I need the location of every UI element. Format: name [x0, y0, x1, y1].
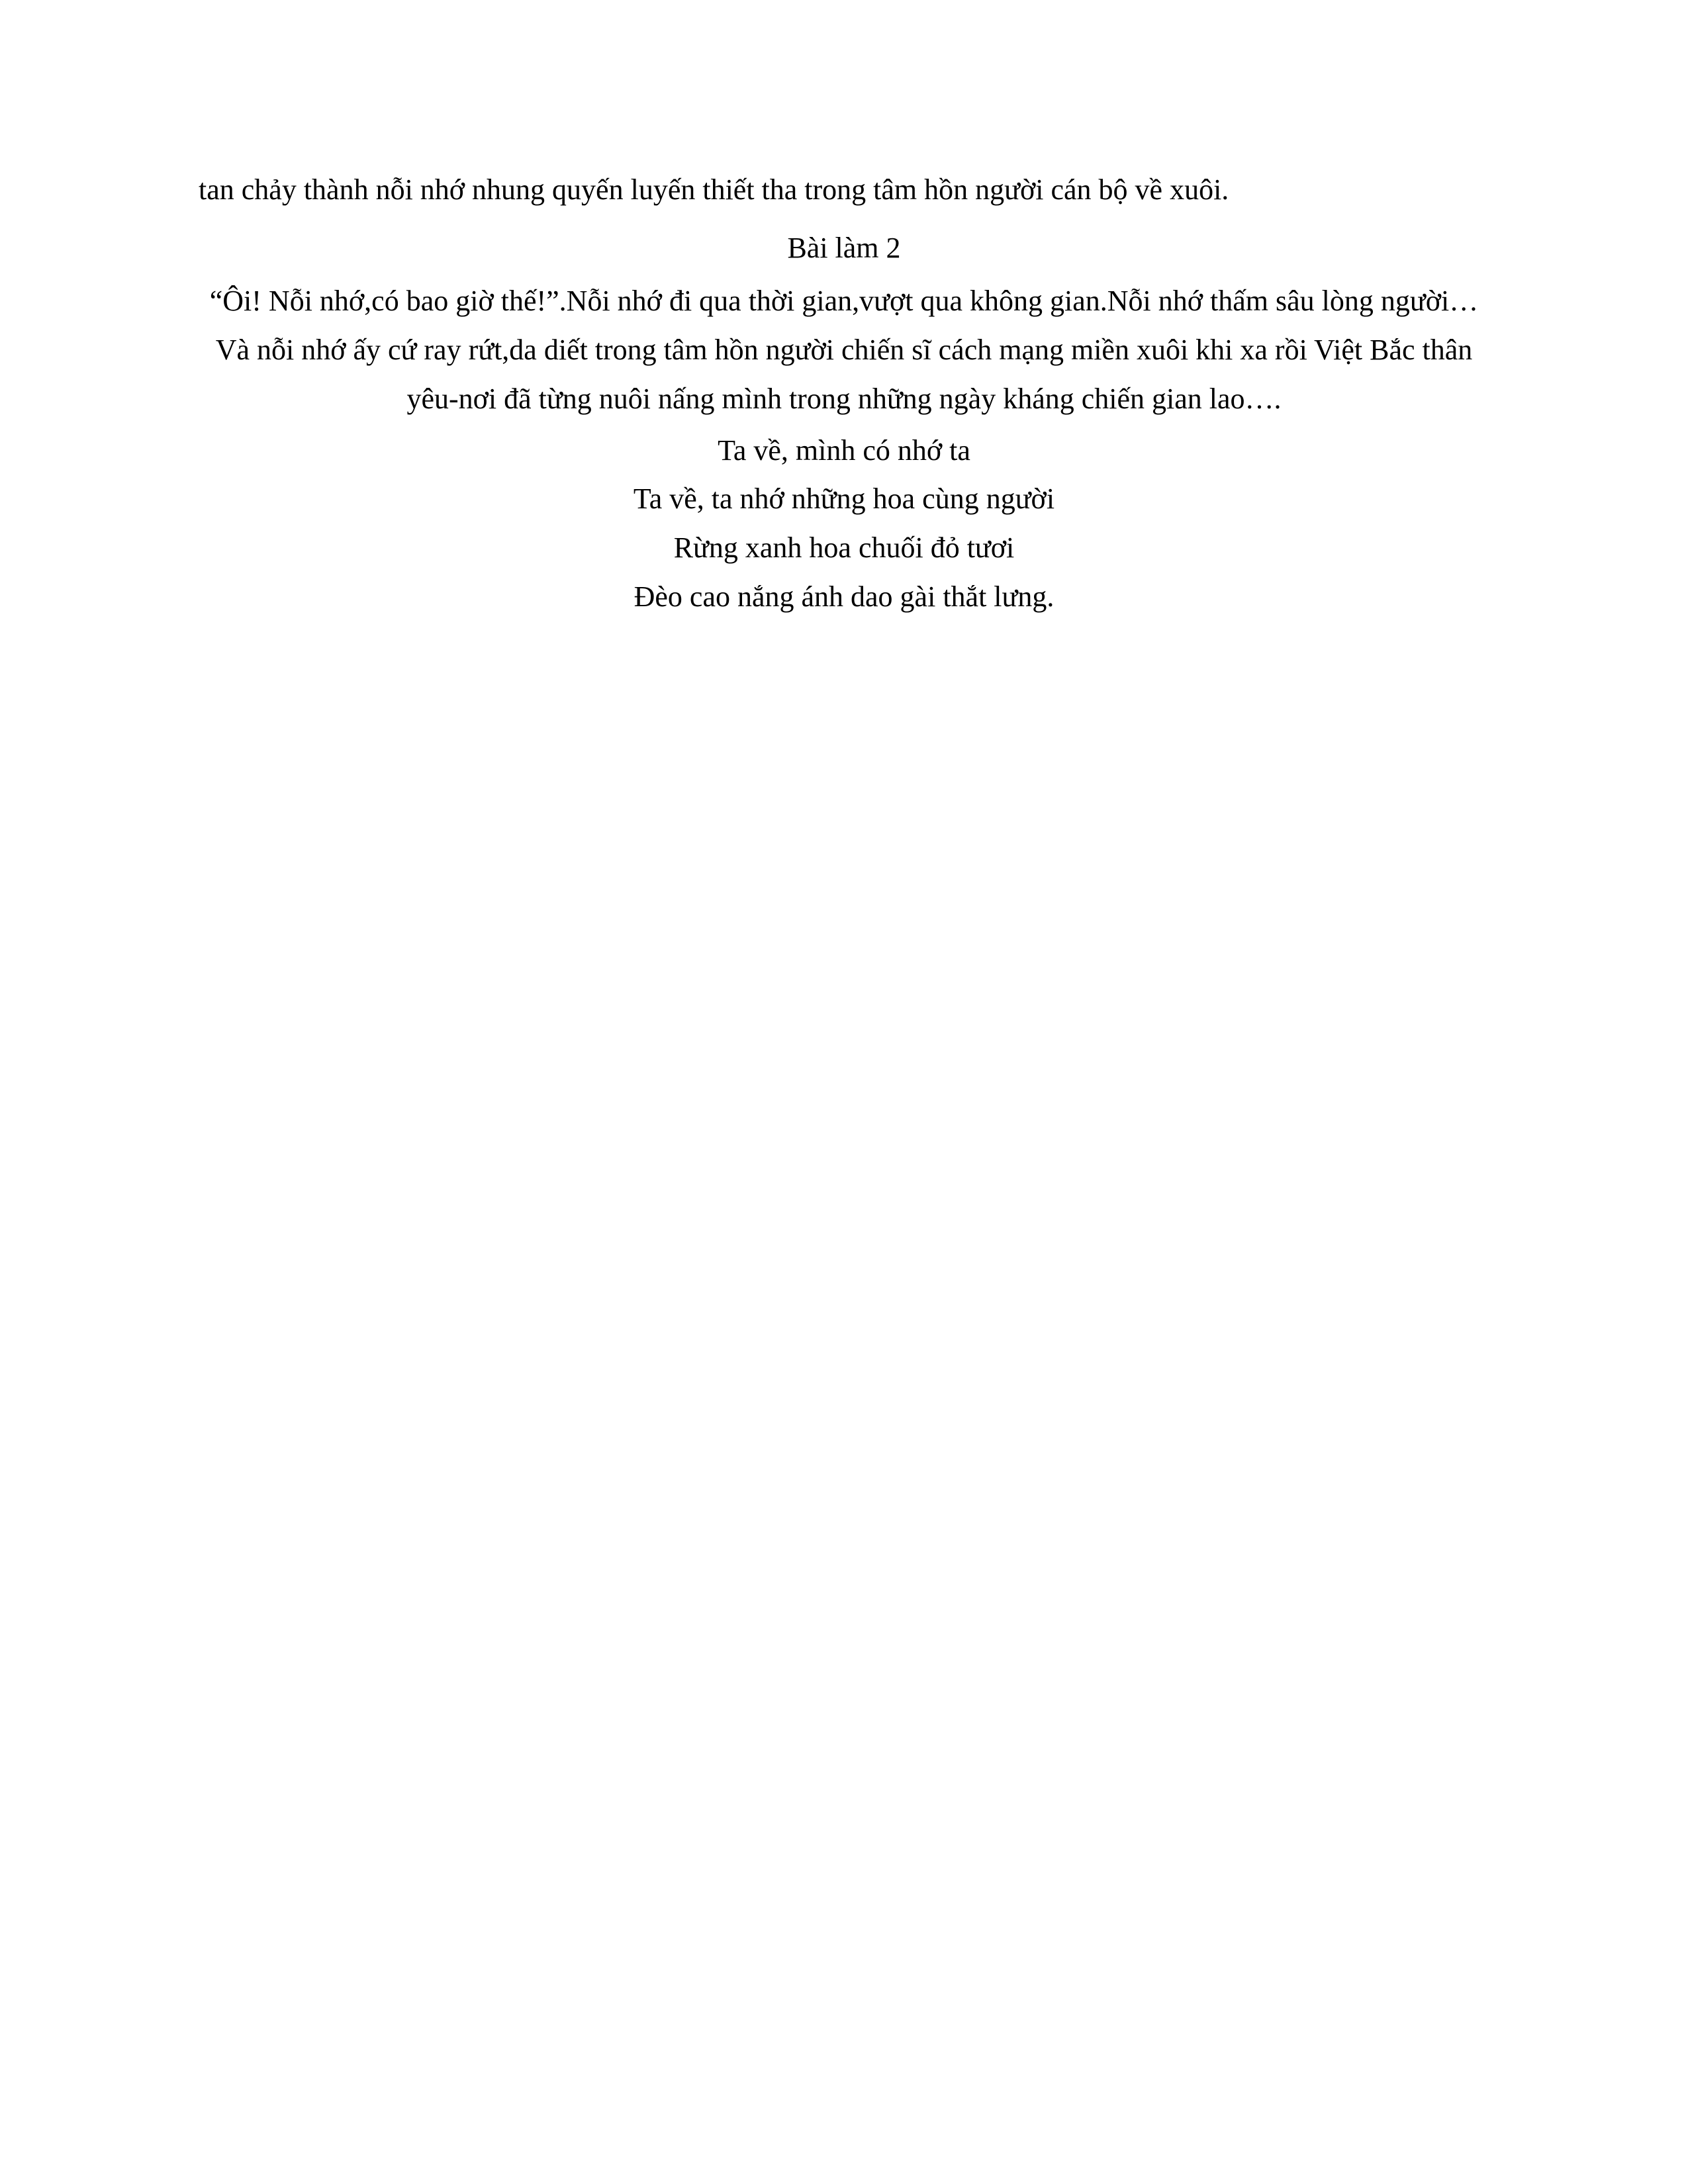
intro-paragraph: “Ôi! Nỗi nhớ,có bao giờ thế!”.Nỗi nhớ đi qua thời gian,vượt qua không gian.Nỗi nhớ thấm sâu lòng người…Và nỗi nhớ ấy cứ ray rứt,da diết trong tâm hồn người chiến sĩ cách mạng miền xuôi khi xa rồi Việt Bắc thân yêu-nơi đã từng nuôi nấng mình trong những ngày kháng chiến gian lao…. — [209, 284, 1479, 415]
verse-line: Ta về, ta nhớ những hoa cùng người — [633, 482, 1055, 516]
verse-line: Rừng xanh hoa chuối đỏ tươi — [673, 531, 1015, 565]
verse-block — [199, 426, 1489, 622]
verse-line: Ta về, mình có nhớ ta — [718, 433, 970, 467]
document-body — [199, 165, 1489, 621]
verse-line: Đèo cao nắng ánh dao gài thắt lưng. — [633, 580, 1055, 614]
section-heading: Bài làm 2 — [787, 231, 901, 264]
continuation-paragraph: tan chảy thành nỗi nhớ nhung quyến luyến thiết tha trong tâm hồn người cán bộ về xuôi. — [199, 173, 1229, 206]
